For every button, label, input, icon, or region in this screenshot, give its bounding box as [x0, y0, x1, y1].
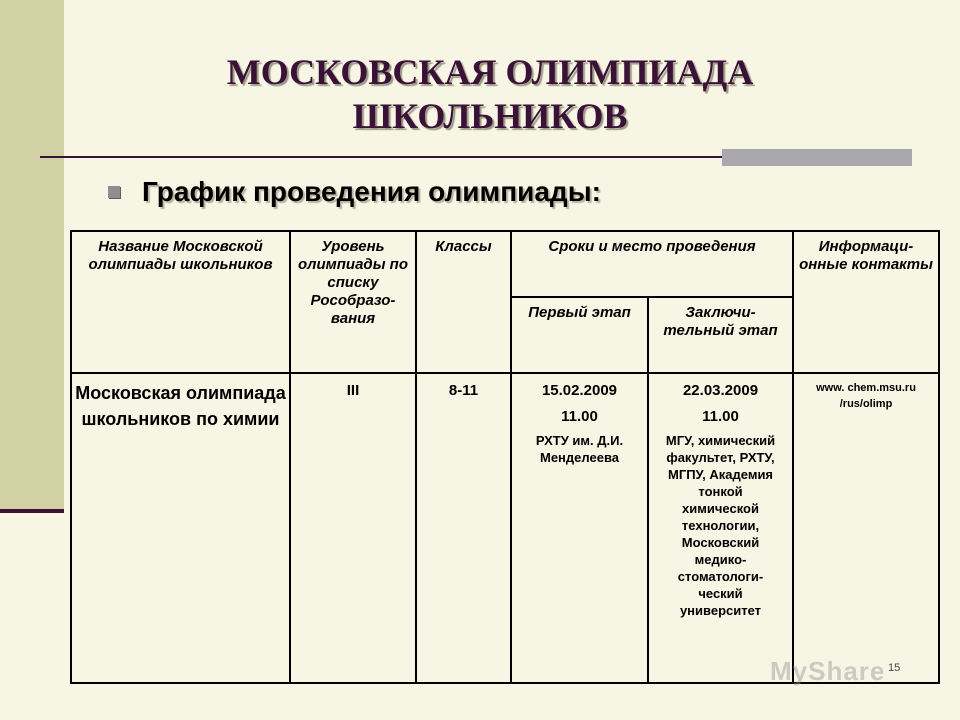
header-name: Название Московской олимпиады школьников	[71, 231, 290, 373]
header-classes: Классы	[416, 231, 511, 373]
subtitle: График проведения олимпиады:	[142, 176, 601, 207]
header-contacts: Информаци-онные контакты	[793, 231, 939, 373]
final-stage-place: МГУ, химический факультет, РХТУ, МГПУ, Академия тонкой химической технологии, Московский медико-стоматологи-ческий университет	[665, 433, 776, 618]
square-bullet-icon	[108, 186, 120, 198]
slide-title-line2: ШКОЛЬНИКОВ	[352, 96, 628, 136]
slide-title-line1: МОСКОВСКАЯ ОЛИМПИАДА	[226, 52, 754, 92]
left-decor-bar	[0, 0, 64, 512]
first-stage-date: 15.02.2009	[541, 382, 618, 399]
first-stage-place: РХТУ им. Д.И. Менделеева	[535, 433, 624, 465]
cell-olympiad-name: Московская олимпиада школьников по химии	[71, 373, 290, 683]
cell-final-stage	[648, 373, 793, 683]
subtitle-bullet-row	[108, 176, 601, 208]
first-stage-time: 11.00	[561, 408, 598, 425]
final-stage-time: 11.00	[702, 408, 739, 425]
left-decor-line	[0, 509, 64, 513]
cell-contacts: www. chem.msu.ru /rus/olimp	[793, 373, 939, 683]
table-row	[71, 373, 939, 683]
cell-first-stage	[511, 373, 648, 683]
header-dates: Сроки и место проведения	[511, 231, 793, 297]
title-rule-block	[722, 149, 912, 166]
page-number: 15	[888, 662, 901, 674]
watermark: MyShare	[770, 656, 886, 686]
schedule-table	[70, 230, 940, 684]
slide-title	[140, 50, 840, 138]
cell-classes: 8-11	[416, 373, 511, 683]
header-final-stage: Заключи-тельный этап	[648, 297, 793, 373]
header-level: Уровень олимпиады по списку Рособразо-вания	[290, 231, 416, 373]
cell-level: III	[290, 373, 416, 683]
table-header-row	[71, 231, 939, 297]
final-stage-date: 22.03.2009	[682, 382, 759, 399]
header-first-stage: Первый этап	[511, 297, 648, 373]
